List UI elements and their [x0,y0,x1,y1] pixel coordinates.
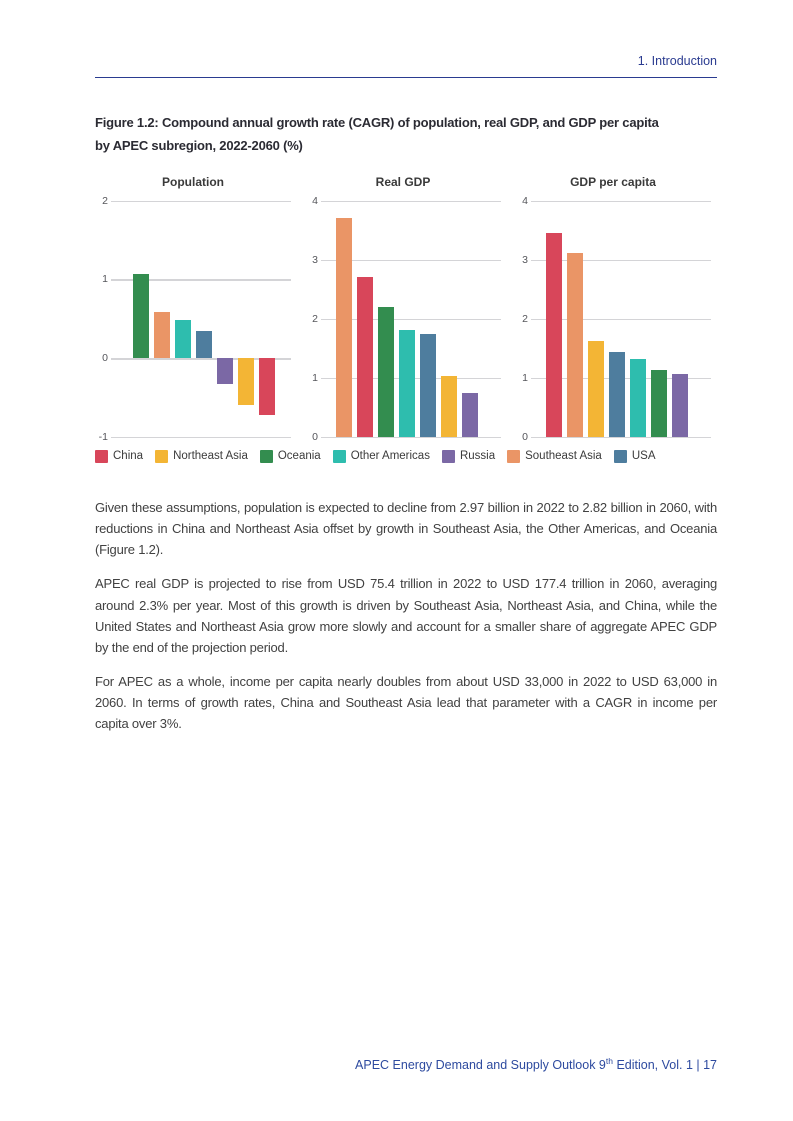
bar-northeast-asia [238,358,254,404]
body-text [95,497,717,735]
bar-other-americas [630,359,646,436]
gridline [111,201,291,203]
gdp-per-capita-chart [515,174,711,443]
y-tick-label: 2 [312,312,318,325]
legend-item [95,450,143,463]
bar-china [546,233,562,437]
bar-usa [609,352,625,436]
gridline [531,201,711,203]
body-paragraph: APEC real GDP is projected to rise from USD 75.4 trillion in 2022 to USD 177.4 trillion in 2060, averaging around 2.3% per year. Most of this growth is driven by Southeast Asia, Northeast Asia, and China, while the United States and Northeast Asia grow more slowly and account for a smaller share of aggregate APEC GDP by the end of the projection period. [95,576,717,655]
y-tick-label: 0 [522,430,528,443]
bar-southeast-asia [336,218,352,437]
y-axis [305,194,321,443]
bar-other-americas [399,330,415,437]
y-tick-label: 1 [102,273,108,286]
legend-label: Other Americas [350,450,430,463]
legend-item [260,450,321,463]
y-tick-label: 0 [102,352,108,365]
legend-label: Southeast Asia [525,450,602,463]
bar-china [259,358,275,415]
y-tick-label: 1 [522,371,528,384]
bar-oceania [133,274,149,358]
legend-swatch-icon [614,450,627,463]
legend-swatch-icon [507,450,520,463]
legend-item [614,450,656,463]
bar-russia [672,374,688,437]
legend-item [333,450,430,463]
plot-area [531,201,711,437]
plot-area [321,201,501,437]
gridline [531,437,711,439]
bar-russia [217,358,233,384]
legend-label: Oceania [277,450,321,463]
bar-oceania [651,370,667,437]
legend-label: Russia [459,450,496,463]
chart-title: Real GDP [375,174,431,189]
chart-legend [95,450,717,463]
figure-title-line2: by APEC subregion, 2022-2060 (%) [95,138,303,154]
population-chart [95,174,291,443]
bar-southeast-asia [154,312,170,358]
bar-china [357,277,373,437]
bar-oceania [378,307,394,437]
footer-text: APEC Energy Demand and Supply Outlook 9 [355,1058,606,1073]
y-tick-label: 1 [312,371,318,384]
bar-usa [196,331,212,358]
bar-other-americas [175,320,191,358]
legend-swatch-icon [333,450,346,463]
bar-southeast-asia [567,253,583,437]
plot-area [111,201,291,437]
legend-swatch-icon [442,450,455,463]
legend-item [507,450,602,463]
body-paragraph: Given these assumptions, population is expected to decline from 2.97 billion in 2022 to 2.82 billion in 2060, with reductions in China and Northeast Asia offset by growth in Southeast Asia, the Other Americas, and Oceania (Figure 1.2). [95,499,717,558]
gridline [111,437,291,439]
real-gdp-chart [305,174,501,443]
footer-text: Edition, Vol. 1 | 17 [612,1058,717,1073]
y-tick-label: 4 [522,194,528,207]
chart-title: Population [162,174,224,189]
legend-item [442,450,495,463]
section-label: 1. Introduction [637,54,717,68]
y-tick-label: 2 [102,194,108,207]
legend-swatch-icon [155,450,168,463]
legend-swatch-icon [260,450,273,463]
figure-title [95,111,717,158]
y-tick-label: 0 [312,430,318,443]
legend-item [155,450,248,463]
gridline [321,201,501,203]
figure-title-line1: Figure 1.2: Compound annual growth rate (CAGR) of population, real GDP, and GDP per capita [95,115,659,130]
chart-title: GDP per capita [570,174,656,189]
page-footer [355,1056,717,1072]
y-tick-label: -1 [98,430,108,443]
y-tick-label: 2 [522,312,528,325]
figure-charts [95,174,717,443]
gridline [321,437,501,439]
footer-superscript: th [605,1056,613,1066]
bar-northeast-asia [588,341,604,437]
legend-swatch-icon [95,450,108,463]
y-tick-label: 3 [522,253,528,266]
y-axis [95,194,111,443]
bar-usa [420,334,436,437]
legend-label: USA [631,450,656,463]
legend-label: Northeast Asia [173,450,248,463]
y-axis [515,194,531,443]
y-tick-label: 4 [312,194,318,207]
y-tick-label: 3 [312,253,318,266]
header-rule [95,77,717,78]
legend-label: China [113,450,144,463]
bar-russia [462,393,478,437]
bar-northeast-asia [441,376,457,437]
body-paragraph: For APEC as a whole, income per capita nearly doubles from about USD 33,000 in 2022 to USD 63,000 in 2060. In terms of growth rates, China and Southeast Asia lead that parameter with a CAGR in income per capita over 3%. [95,674,717,732]
page-header [95,54,717,69]
